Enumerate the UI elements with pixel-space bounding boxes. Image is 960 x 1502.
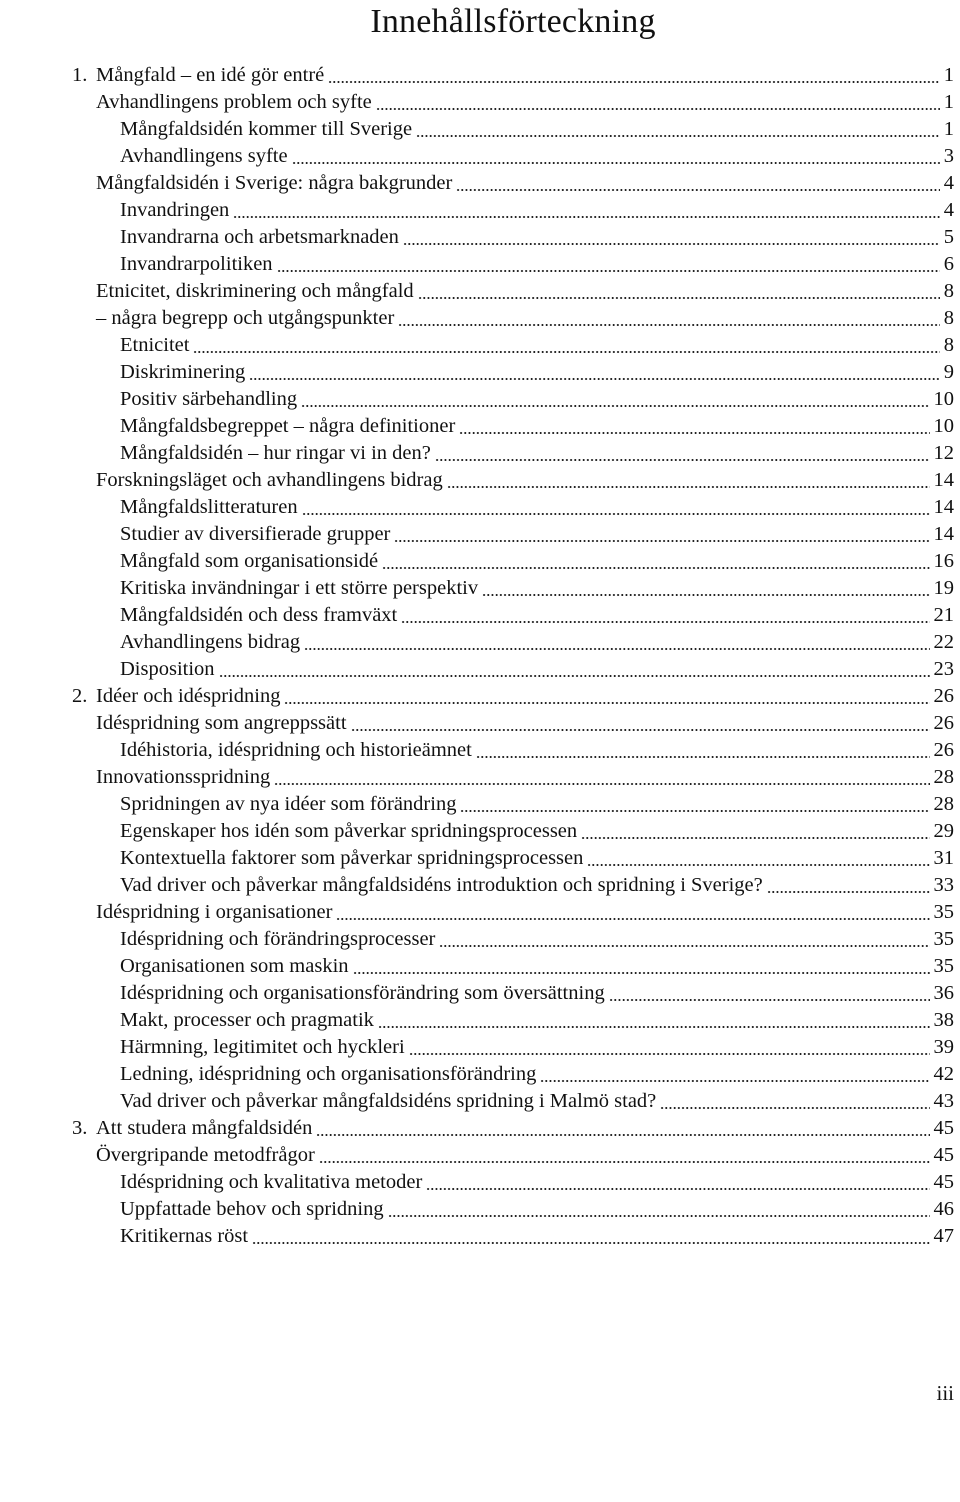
- toc-entry-title: Övergripande metodfrågor: [96, 1142, 317, 1169]
- toc-dot-leader: [233, 216, 939, 218]
- toc-entry: [0, 899, 960, 926]
- toc-entry: [0, 575, 960, 602]
- toc-entry-title: Idéspridning som angreppssätt: [96, 710, 349, 737]
- toc-entry-title: Mångfaldslitteraturen: [120, 494, 300, 521]
- toc-entry: [0, 224, 960, 251]
- toc-dot-leader: [460, 810, 929, 812]
- toc-entry-page: 26: [932, 710, 955, 737]
- toc-entry-page: 14: [932, 467, 955, 494]
- toc-entry-page: 21: [932, 602, 955, 629]
- toc-entry-page: 14: [932, 521, 955, 548]
- toc-entry: [0, 710, 960, 737]
- toc-entry: [0, 629, 960, 656]
- toc-entry-title: Uppfattade behov och spridning: [120, 1196, 386, 1223]
- toc-entry: [0, 359, 960, 386]
- toc-entry-page: 22: [932, 629, 955, 656]
- toc-entry: [0, 602, 960, 629]
- toc-entry-page: 28: [932, 791, 955, 818]
- toc-entry: [0, 737, 960, 764]
- toc-entry-title: Innovationsspridning: [96, 764, 272, 791]
- toc-dot-leader: [581, 837, 929, 839]
- toc-dot-leader: [378, 1026, 930, 1028]
- toc-dot-leader: [394, 540, 929, 542]
- toc-entry-title: Idéspridning i organisationer: [96, 899, 334, 926]
- toc-entry-page: 4: [942, 170, 954, 197]
- toc-entry-page: 19: [932, 575, 955, 602]
- toc-entry-page: 10: [932, 413, 955, 440]
- toc-entry-title: Positiv särbehandling: [120, 386, 299, 413]
- toc-entry-title: Att studera mångfaldsidén: [96, 1115, 314, 1142]
- toc-dot-leader: [482, 594, 929, 596]
- toc-dot-leader: [398, 324, 939, 326]
- toc-entry: [0, 845, 960, 872]
- toc-entry-title: Vad driver och påverkar mångfaldsidéns spridning i Malmö stad?: [120, 1088, 658, 1115]
- toc-entry-title: Mångfaldsidén kommer till Sverige: [120, 116, 414, 143]
- table-of-contents: [0, 62, 960, 1250]
- toc-entry: [0, 413, 960, 440]
- toc-entry: [0, 1142, 960, 1169]
- toc-entry-page: 35: [932, 899, 955, 926]
- toc-dot-leader: [301, 405, 929, 407]
- toc-dot-leader: [319, 1161, 930, 1163]
- toc-entry-page: 31: [932, 845, 955, 872]
- toc-entry: [0, 980, 960, 1007]
- toc-entry: [0, 467, 960, 494]
- toc-entry: [0, 791, 960, 818]
- toc-dot-leader: [447, 486, 930, 488]
- toc-entry-page: 26: [932, 737, 955, 764]
- toc-entry: [0, 143, 960, 170]
- toc-entry-page: 1: [942, 89, 954, 116]
- toc-entry-page: 45: [932, 1142, 955, 1169]
- toc-dot-leader: [456, 189, 939, 191]
- toc-entry-page: 46: [932, 1196, 955, 1223]
- toc-entry-page: 29: [932, 818, 955, 845]
- toc-entry-title: Makt, processer och pragmatik: [120, 1007, 376, 1034]
- toc-dot-leader: [388, 1215, 930, 1217]
- toc-entry-page: 47: [932, 1223, 955, 1250]
- toc-entry-title: Mångfaldsidén i Sverige: några bakgrunder: [96, 170, 454, 197]
- toc-entry-page: 6: [942, 251, 954, 278]
- toc-dot-leader: [336, 918, 929, 920]
- toc-entry: [0, 872, 960, 899]
- toc-entry: [0, 764, 960, 791]
- toc-entry-title: Invandringen: [120, 197, 231, 224]
- toc-entry-title: Diskriminering: [120, 359, 247, 386]
- toc-entry-title: – några begrepp och utgångspunkter: [96, 305, 396, 332]
- toc-dot-leader: [401, 621, 929, 623]
- page-title: Innehållsförteckning: [370, 3, 656, 40]
- toc-dot-leader: [353, 972, 930, 974]
- toc-entry: [0, 1088, 960, 1115]
- toc-dot-leader: [476, 756, 930, 758]
- toc-entry-title: Invandrarpolitiken: [120, 251, 275, 278]
- toc-entry-page: 43: [932, 1088, 955, 1115]
- toc-dot-leader: [435, 459, 930, 461]
- toc-dot-leader: [219, 675, 930, 677]
- toc-entry-title: Organisationen som maskin: [120, 953, 351, 980]
- toc-dot-leader: [416, 135, 940, 137]
- toc-entry-title: Härmning, legitimitet och hyckleri: [120, 1034, 407, 1061]
- toc-entry-page: 28: [932, 764, 955, 791]
- toc-entry: [0, 278, 960, 305]
- toc-entry: [0, 494, 960, 521]
- toc-dot-leader: [277, 270, 940, 272]
- toc-entry-title: Avhandlingens syfte: [120, 143, 290, 170]
- toc-entry-title: Spridningen av nya idéer som förändring: [120, 791, 458, 818]
- toc-entry-title: Mångfaldsidén och dess framväxt: [120, 602, 399, 629]
- toc-entry-page: 14: [932, 494, 955, 521]
- toc-entry-title: Invandrarna och arbetsmarknaden: [120, 224, 401, 251]
- toc-entry-page: 36: [932, 980, 955, 1007]
- toc-entry-page: 3: [942, 143, 954, 170]
- toc-entry-page: 12: [932, 440, 955, 467]
- toc-entry-page: 1: [942, 116, 954, 143]
- toc-entry-page: 42: [932, 1061, 955, 1088]
- toc-entry-page: 33: [932, 872, 955, 899]
- toc-entry-page: 38: [932, 1007, 955, 1034]
- toc-entry-page: 5: [942, 224, 954, 251]
- toc-dot-leader: [316, 1134, 929, 1136]
- toc-entry: [0, 656, 960, 683]
- toc-entry: [0, 1061, 960, 1088]
- toc-entry: [0, 1169, 960, 1196]
- toc-entry-page: 39: [932, 1034, 955, 1061]
- toc-dot-leader: [274, 783, 929, 785]
- toc-entry-title: Forskningsläget och avhandlingens bidrag: [96, 467, 445, 494]
- toc-dot-leader: [382, 567, 929, 569]
- toc-entry: [0, 62, 960, 89]
- toc-entry-title: Idéspridning och förändringsprocesser: [120, 926, 437, 953]
- toc-entry: [0, 251, 960, 278]
- toc-dot-leader: [609, 999, 930, 1001]
- toc-entry-title: Mångfald – en idé gör entré: [96, 62, 326, 89]
- toc-dot-leader: [328, 81, 939, 83]
- toc-entry-page: 23: [932, 656, 955, 683]
- toc-dot-leader: [284, 702, 929, 704]
- toc-entry-page: 4: [942, 197, 954, 224]
- toc-entry: [0, 521, 960, 548]
- toc-entry-page: 8: [942, 332, 954, 359]
- toc-entry: [0, 1196, 960, 1223]
- toc-entry-title: Egenskaper hos idén som påverkar spridningsprocessen: [120, 818, 579, 845]
- toc-entry-title: Etnicitet: [120, 332, 191, 359]
- toc-dot-leader: [409, 1053, 930, 1055]
- toc-entry-page: 16: [932, 548, 955, 575]
- toc-entry-title: Studier av diversifierade grupper: [120, 521, 392, 548]
- toc-entry-title: Disposition: [120, 656, 217, 683]
- toc-entry: [0, 1034, 960, 1061]
- toc-entry-title: Avhandlingens problem och syfte: [96, 89, 374, 116]
- toc-entry-page: 35: [932, 926, 955, 953]
- toc-entry-title: Kritikernas röst: [120, 1223, 250, 1250]
- toc-entry: [0, 170, 960, 197]
- toc-entry-page: 9: [942, 359, 954, 386]
- toc-entry-title: Idéspridning och organisationsförändring som översättning: [120, 980, 607, 1007]
- toc-entry: [0, 926, 960, 953]
- toc-entry-title: Mångfald som organisationsidé: [120, 548, 380, 575]
- toc-dot-leader: [439, 945, 929, 947]
- toc-entry: [0, 1115, 960, 1142]
- toc-entry-title: Mångfaldsbegreppet – några definitioner: [120, 413, 457, 440]
- toc-chapter-number: 3.: [72, 1117, 88, 1139]
- toc-dot-leader: [426, 1188, 929, 1190]
- toc-entry-page: 8: [942, 305, 954, 332]
- toc-entry: [0, 197, 960, 224]
- toc-entry-page: 1: [942, 62, 954, 89]
- toc-entry: [0, 1223, 960, 1250]
- toc-entry-page: 45: [932, 1115, 955, 1142]
- toc-entry-title: Idéspridning och kvalitativa metoder: [120, 1169, 424, 1196]
- toc-entry-title: Avhandlingens bidrag: [120, 629, 302, 656]
- toc-entry: [0, 89, 960, 116]
- toc-dot-leader: [292, 162, 940, 164]
- toc-dot-leader: [767, 891, 930, 893]
- toc-entry: [0, 953, 960, 980]
- toc-dot-leader: [418, 297, 940, 299]
- toc-dot-leader: [252, 1242, 929, 1244]
- toc-dot-leader: [540, 1080, 929, 1082]
- toc-dot-leader: [351, 729, 930, 731]
- toc-entry: [0, 386, 960, 413]
- toc-dot-leader: [660, 1107, 929, 1109]
- page-number: iii: [936, 1381, 954, 1405]
- toc-dot-leader: [376, 108, 940, 110]
- toc-entry-title: Idéer och idéspridning: [96, 683, 282, 710]
- toc-entry-page: 8: [942, 278, 954, 305]
- toc-entry-title: Etnicitet, diskriminering och mångfald: [96, 278, 416, 305]
- toc-entry: [0, 332, 960, 359]
- toc-dot-leader: [249, 378, 939, 380]
- toc-entry-title: Kritiska invändningar i ett större perspektiv: [120, 575, 480, 602]
- toc-entry: [0, 305, 960, 332]
- toc-dot-leader: [459, 432, 929, 434]
- toc-entry-page: 10: [932, 386, 955, 413]
- toc-dot-leader: [302, 513, 930, 515]
- toc-entry: [0, 116, 960, 143]
- toc-entry: [0, 818, 960, 845]
- toc-entry-page: 45: [932, 1169, 955, 1196]
- toc-entry-title: Idéhistoria, idéspridning och historieämnet: [120, 737, 474, 764]
- toc-entry-page: 35: [932, 953, 955, 980]
- toc-dot-leader: [587, 864, 929, 866]
- toc-dot-leader: [193, 351, 939, 353]
- toc-entry: [0, 683, 960, 710]
- toc-dot-leader: [403, 243, 940, 245]
- toc-chapter-number: 1.: [72, 64, 88, 86]
- toc-entry: [0, 440, 960, 467]
- toc-entry: [0, 1007, 960, 1034]
- toc-entry-title: Kontextuella faktorer som påverkar spridningsprocessen: [120, 845, 585, 872]
- toc-entry-page: 26: [932, 683, 955, 710]
- toc-entry: [0, 548, 960, 575]
- toc-entry-title: Ledning, idéspridning och organisationsförändring: [120, 1061, 538, 1088]
- toc-entry-title: Mångfaldsidén – hur ringar vi in den?: [120, 440, 433, 467]
- toc-dot-leader: [304, 648, 929, 650]
- toc-chapter-number: 2.: [72, 685, 88, 707]
- toc-entry-title: Vad driver och påverkar mångfaldsidéns introduktion och spridning i Sverige?: [120, 872, 765, 899]
